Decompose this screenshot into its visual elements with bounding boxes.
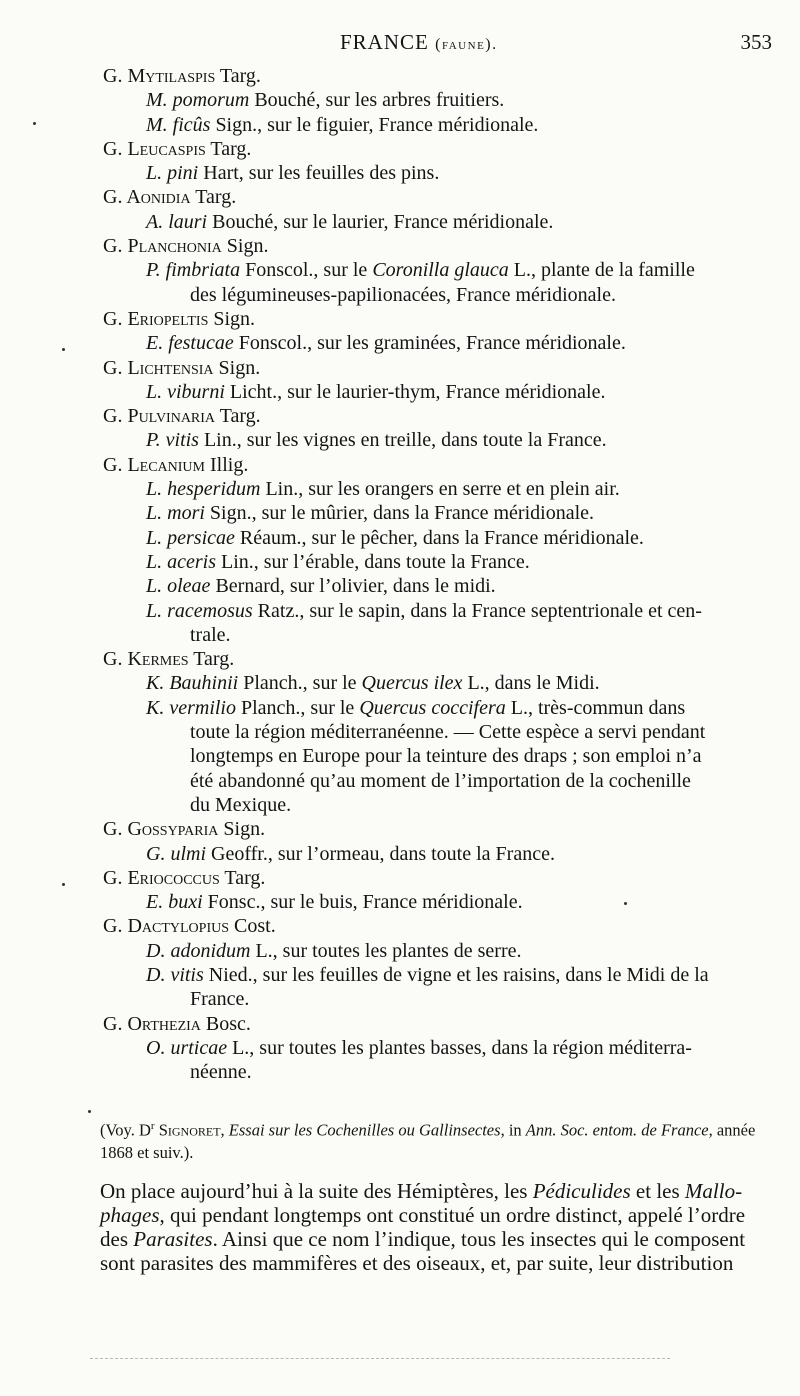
species-entry [0, 258, 800, 307]
species-first-line [146, 671, 800, 695]
species-description: Sign., sur le figuier, France méridionale. [210, 113, 539, 136]
species-name: E. buxi [146, 891, 203, 914]
species-name: G. ulmi [146, 842, 206, 865]
species-first-line [146, 161, 800, 185]
species-continuation-line: trale. [190, 623, 231, 646]
paragraph-text: des [100, 1227, 134, 1251]
species-entry [0, 696, 800, 817]
genus-name: G. Eriopeltis [103, 307, 209, 330]
species-first-line [146, 963, 800, 987]
ink-speck [62, 348, 65, 351]
species-description-cont: L., très-commun dans [505, 696, 686, 719]
species-description-cont: L., plante de la famille [508, 259, 695, 282]
species-continuation-line: longtemps en Europe pour la teinture des draps ; son emploi n’a [190, 745, 702, 768]
species-first-line [146, 477, 800, 501]
species-first-line [146, 696, 800, 720]
species-first-line [146, 88, 800, 112]
paragraph-italic: phages [100, 1203, 160, 1227]
species-name: E. festucae [146, 332, 234, 355]
species-name: L. racemosus [146, 599, 253, 622]
species-name: M. pomorum [146, 89, 250, 112]
genus-name: G. Lecanium [103, 453, 205, 476]
species-entry [0, 113, 800, 137]
host-plant-name: Coronilla glauca [372, 259, 509, 282]
species-entry [0, 599, 800, 648]
ink-speck [33, 122, 36, 125]
species-entry [0, 526, 800, 550]
note-end: , année 1868 et suiv.). [100, 1120, 756, 1162]
genus-name: G. Planchonia [103, 235, 222, 258]
paragraph-text: et les [630, 1179, 685, 1203]
species-name: M. ficûs [146, 113, 211, 136]
paragraph-line [100, 1179, 772, 1203]
species-description: Planch., sur le [236, 696, 360, 719]
species-entry [0, 210, 800, 234]
species-continuation-line: des légumineuses-papilionacées, France méridionale. [190, 283, 616, 306]
species-first-line [146, 526, 800, 550]
species-description: Lin., sur les vignes en treille, dans toute la France. [198, 429, 607, 452]
species-first-line [146, 258, 800, 282]
genus-entry [0, 185, 800, 209]
species-entry [0, 842, 800, 866]
genus-author: Sign. [213, 356, 261, 379]
species-description: Fonsc., sur le buis, France méridionale. [202, 891, 523, 914]
host-plant-name: Quercus ilex [361, 672, 463, 695]
species-continuation-line: France. [190, 988, 250, 1011]
genus-author: Targ. [205, 137, 252, 160]
species-description: Hart, sur les feuilles des pins. [198, 162, 440, 185]
genus-entry [0, 914, 800, 938]
host-plant-name: Quercus coccifera [359, 696, 506, 719]
species-name: L. viburni [146, 380, 225, 403]
genus-entry [0, 817, 800, 841]
genus-entry [0, 453, 800, 477]
note-open: (Voy. D [100, 1120, 151, 1140]
ink-speck [62, 883, 65, 886]
species-name: L. pini [146, 162, 199, 185]
footer-dashed-rule [90, 1358, 670, 1359]
species-description: Bouché, sur les arbres fruitiers. [249, 89, 505, 112]
species-description: Réaum., sur le pêcher, dans la France méridionale. [234, 526, 644, 549]
species-description: Lin., sur l’érable, dans toute la France. [216, 550, 530, 573]
species-description: Sign., sur le mûrier, dans la France méridionale. [204, 502, 594, 525]
genus-name: G. Pulvinaria [103, 405, 216, 428]
genus-author: Targ. [190, 186, 237, 209]
species-name: P. vitis [146, 429, 199, 452]
note-journal: Ann. Soc. entom. de France [525, 1120, 709, 1140]
genus-author: Cost. [229, 915, 276, 938]
species-entry [0, 1036, 800, 1085]
species-description: Nied., sur les feuilles de vigne et les raisins, dans le Midi de la [203, 963, 709, 986]
species-entry [0, 331, 800, 355]
running-header [0, 28, 800, 56]
species-name: A. lauri [146, 210, 208, 233]
note-author: Signoret, [154, 1120, 229, 1140]
note-sup: r [150, 1120, 155, 1132]
genus-name: G. Leucaspis [103, 137, 206, 160]
genus-name: G. Dactylopius [103, 915, 230, 938]
species-description: Geoffr., sur l’ormeau, dans toute la France. [206, 842, 555, 865]
body-paragraph [100, 1179, 772, 1275]
species-entry [0, 574, 800, 598]
species-name: O. urticae [146, 1036, 228, 1059]
species-name: P. fimbriata [146, 259, 241, 282]
genus-author: Targ. [188, 648, 235, 671]
species-entry [0, 88, 800, 112]
species-first-line [146, 380, 800, 404]
genus-name: G. Orthezia [103, 1012, 201, 1035]
species-description: Bouché, sur le laurier, France méridionale. [207, 210, 554, 233]
species-continuation-line: été abandonné qu’au moment de l’importation de la cochenille [190, 769, 691, 792]
note-mid: , in [500, 1120, 526, 1140]
ink-speck [624, 902, 627, 905]
species-description: Bernard, sur l’olivier, dans le midi. [210, 575, 496, 598]
species-name: L. aceris [146, 550, 216, 573]
genus-entry [0, 307, 800, 331]
species-description: L., sur toutes les plantes de serre. [250, 939, 522, 962]
paragraph-line [100, 1203, 772, 1227]
genus-entry [0, 356, 800, 380]
genus-author: Illig. [205, 453, 249, 476]
species-description: Licht., sur le laurier-thym, France méridionale. [224, 380, 606, 403]
species-description: Fonscol., sur le [240, 259, 373, 282]
species-continuation-line: toute la région méditerranéenne. — Cette espèce a servi pendant [190, 721, 706, 744]
paragraph-italic: Mallo- [684, 1179, 743, 1203]
species-first-line [146, 599, 800, 623]
species-first-line [146, 939, 800, 963]
species-name: L. persicae [146, 526, 235, 549]
species-entry [0, 477, 800, 501]
genus-entry [0, 866, 800, 890]
species-name: K. vermilio [146, 696, 236, 719]
genus-entry [0, 64, 800, 88]
genus-entry [0, 1012, 800, 1036]
species-first-line [146, 428, 800, 452]
species-entry [0, 501, 800, 525]
genus-name: G. Eriococcus [103, 866, 220, 889]
species-entry [0, 380, 800, 404]
paragraph-text: , qui pendant longtemps ont constitué un ordre distinct, appelé l’ordre [159, 1203, 746, 1227]
ink-speck [88, 1110, 91, 1113]
species-entry [0, 963, 800, 1012]
running-title [340, 30, 498, 55]
genus-entry [0, 404, 800, 428]
species-name: K. Bauhinii [146, 672, 239, 695]
genus-entry [0, 234, 800, 258]
species-first-line [146, 210, 800, 234]
species-name: L. oleae [146, 575, 211, 598]
species-description-cont: L., dans le Midi. [462, 672, 600, 695]
species-continuation-line: néenne. [190, 1061, 252, 1084]
species-entry [0, 161, 800, 185]
species-entry [0, 671, 800, 695]
species-first-line [146, 331, 800, 355]
genus-name: G. Gossyparia [103, 818, 219, 841]
species-entry [0, 890, 800, 914]
paragraph-text: On place aujourd’hui à la suite des Hémiptères, les [100, 1179, 533, 1203]
species-description: Lin., sur les orangers en serre et en plein air. [260, 478, 620, 501]
species-entry [0, 550, 800, 574]
species-description: Ratz., sur le sapin, dans la France septentrionale et cen- [252, 599, 702, 622]
genus-name: G. Kermes [103, 648, 189, 671]
species-first-line [146, 890, 800, 914]
paragraph-italic: Parasites [133, 1227, 213, 1251]
species-name: D. adonidum [146, 939, 251, 962]
species-first-line [146, 501, 800, 525]
genus-name: G. Lichtensia [103, 356, 214, 379]
paragraph-text: . Ainsi que ce nom l’indique, tous les insectes qui le composent [212, 1227, 746, 1251]
species-name: L. hesperidum [146, 478, 261, 501]
genus-author: Targ. [219, 866, 266, 889]
genus-author: Targ. [215, 405, 261, 428]
species-entry [0, 428, 800, 452]
species-name: L. mori [146, 502, 205, 525]
species-description: Fonscol., sur les graminées, France méridionale. [233, 332, 626, 355]
genus-name: G. Mytilaspis [103, 65, 216, 87]
species-first-line [146, 113, 800, 137]
species-description: Planch., sur le [238, 672, 362, 695]
note-work-title: Essai sur les Cochenilles ou Gallinsectes [228, 1120, 501, 1140]
genus-author: Targ. [215, 65, 261, 87]
species-continuation-line: du Mexique. [190, 793, 292, 816]
species-name: D. vitis [146, 963, 204, 986]
species-entry [0, 939, 800, 963]
species-first-line [146, 550, 800, 574]
paragraph-italic: Pédiculides [532, 1179, 631, 1203]
running-title-sub: (faune). [435, 36, 498, 53]
species-list [0, 64, 800, 1084]
genus-entry [0, 137, 800, 161]
species-description: L., sur toutes les plantes basses, dans la région méditerra- [227, 1036, 692, 1059]
species-first-line [146, 574, 800, 598]
species-first-line [146, 842, 800, 866]
paragraph-line [100, 1227, 772, 1251]
genus-entry [0, 647, 800, 671]
paragraph-line: sont parasites des mammifères et des oiseaux, et, par suite, leur distribution [100, 1251, 734, 1275]
species-first-line [146, 1036, 800, 1060]
genus-author: Sign. [221, 235, 269, 258]
genus-author: Sign. [218, 818, 266, 841]
page-number: 353 [740, 30, 772, 54]
bibliographic-note [100, 1115, 772, 1164]
genus-author: Sign. [208, 307, 256, 330]
running-title-main: FRANCE [340, 30, 429, 54]
genus-author: Bosc. [200, 1012, 251, 1035]
genus-name: G. Aonidia [103, 186, 191, 209]
